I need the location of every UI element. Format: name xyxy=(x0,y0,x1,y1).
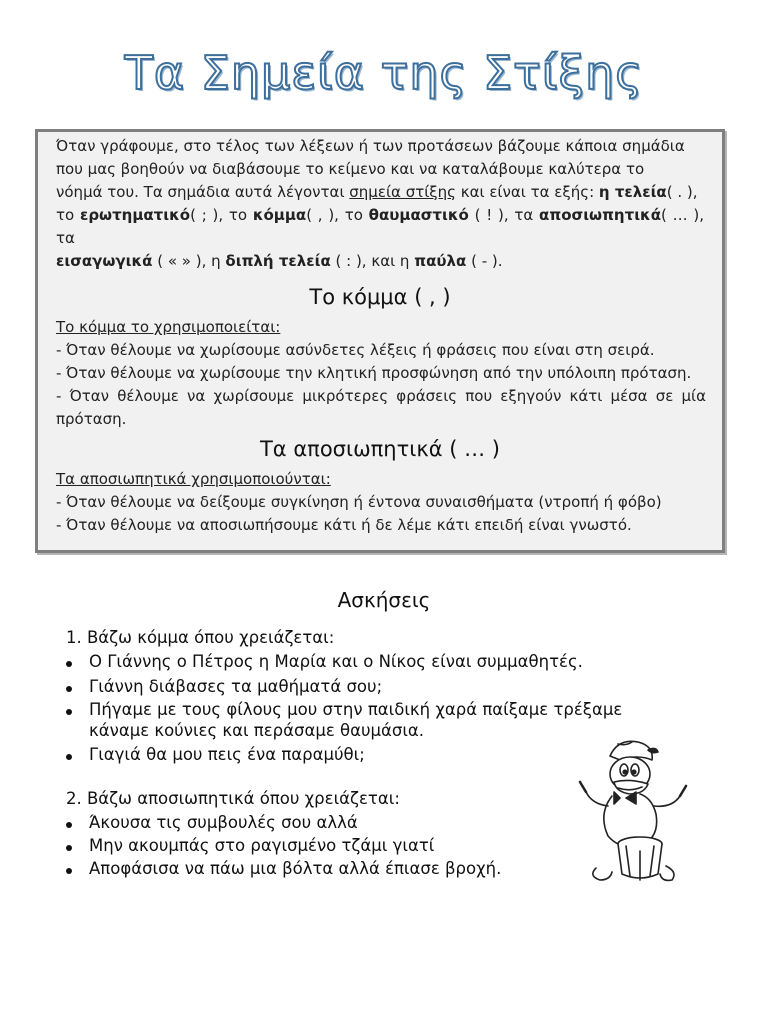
exercises-title: Ασκήσεις xyxy=(337,588,431,612)
comma-subheading: Το κόμμα το χρησιμοποιείται: xyxy=(56,318,281,336)
page-title: Τα Σημεία της Στίξης xyxy=(124,46,644,100)
exercise-1-instruction: 1. Βάζω κόμμα όπου χρειάζεται: xyxy=(66,628,335,647)
ellipsis-rule-1: - Όταν θέλουμε να δείξουμε συγκίνηση ή έντονα συναισθήματα (ντροπή ή φόβο) xyxy=(56,493,662,511)
ellipsis-rule-2: - Όταν θέλουμε να αποσιωπήσουμε κάτι ή δε λέμε κάτι επειδή είναι γνωστό. xyxy=(56,516,632,534)
ellipsis-heading: Τα αποσιωπητικά ( … ) xyxy=(259,437,500,461)
intro-line: που μας βοηθούν να διαβάσουμε το κείμενο και να καταλάβουμε καλύτερα το xyxy=(56,160,645,178)
comma-rule-3: - Όταν θέλουμε να χωρίσουμε μικρότερες φράσεις που εξηγούν κάτι μέσα σε μία πρόταση. xyxy=(56,387,706,428)
ellipsis-subheading: Τα αποσιωπητικά χρησιμοποιούνται: xyxy=(56,470,331,488)
intro-line: Όταν γράφουμε, στο τέλος των λέξεων ή των προτάσεων βάζουμε κάποια σημάδια xyxy=(56,137,685,155)
comma-heading: Το κόμμα ( , ) xyxy=(309,285,451,309)
intro-line: νόημά του. Τα σημάδια αυτά λέγονται σημεία στίξης και είναι τα εξής: η τελεία( . ), xyxy=(56,183,698,201)
donald-duck-illustration xyxy=(578,734,688,884)
intro-paragraph xyxy=(56,135,704,273)
comma-rule-2: - Όταν θέλουμε να χωρίσουμε την κλητική προσφώνηση από την υπόλοιπη πρόταση. xyxy=(56,364,692,382)
comma-rule-1: - Όταν θέλουμε να χωρίσουμε ασύνδετες λέξεις ή φράσεις που είναι στη σειρά. xyxy=(56,341,655,359)
intro-line: εισαγωγικά ( « » ), η διπλή τελεία ( : ), και η παύλα ( - ). xyxy=(56,252,503,270)
theory-box xyxy=(35,129,725,553)
exercise-2-instruction: 2. Βάζω αποσιωπητικά όπου χρειάζεται: xyxy=(66,789,400,808)
intro-line: το ερωτηματικό( ; ), το κόμμα( , ), το θαυμαστικό ( ! ), τα αποσιωπητικά( … ), τα xyxy=(56,206,704,247)
